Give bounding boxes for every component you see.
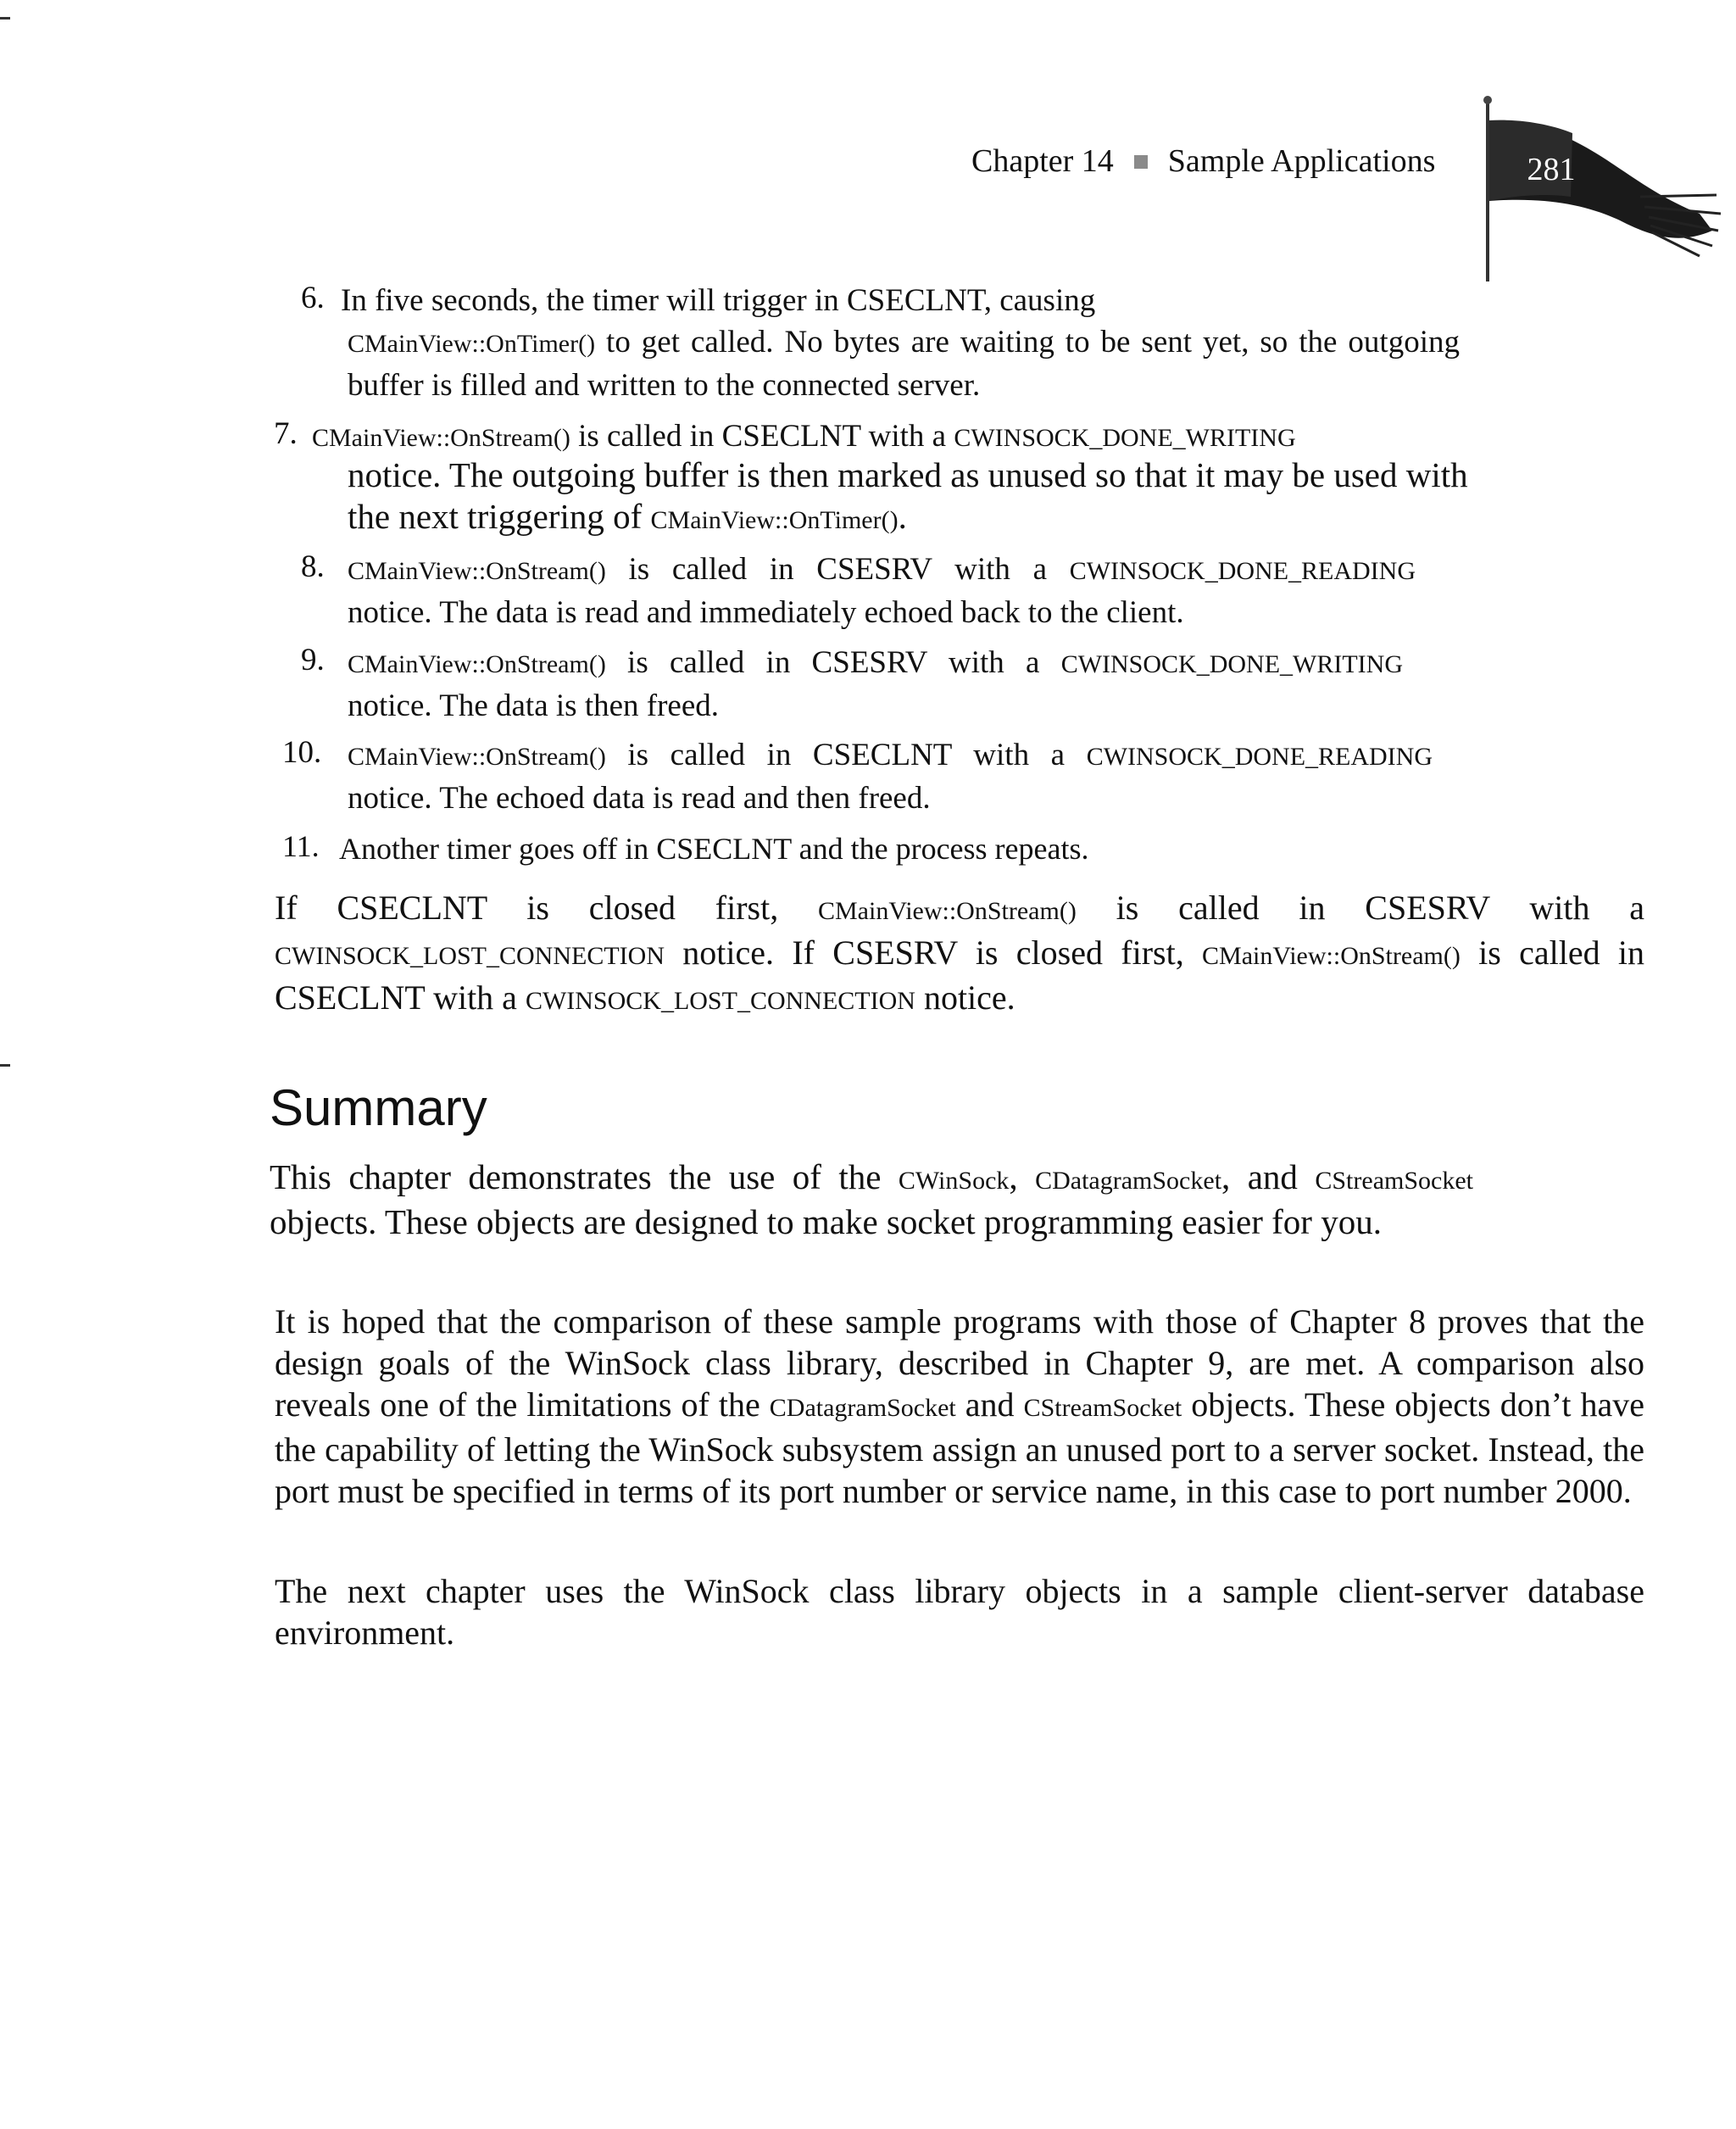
step-number: 9. bbox=[301, 643, 325, 677]
step-text: Another timer goes off in CSECLNT and the process repeats. bbox=[339, 832, 1089, 866]
step-text: to get called. No bytes are waiting to be sent yet, so the outgoing buffer is filled and written to the connected server. bbox=[348, 325, 1460, 403]
code-term: CWINSOCK_LOST_CONNECTION bbox=[525, 987, 915, 1015]
code-term: CWINSOCK_DONE_READING bbox=[1086, 743, 1433, 771]
step-number: 7. bbox=[274, 416, 298, 451]
code-term: CMainView::OnStream() bbox=[1202, 942, 1461, 970]
step-text: notice. The outgoing buffer is then marked as unused so that it may be used with the next triggering of bbox=[348, 455, 1468, 536]
scan-edge-mark bbox=[0, 1064, 10, 1067]
code-term: CStreamSocket bbox=[1315, 1167, 1473, 1195]
scan-edge-mark bbox=[0, 17, 10, 20]
summary-paragraph-2: It is hoped that the comparison of these sample programs with those of Chapter 8 proves that the design goals of the WinSock class library, described in Chapter 9, are met. A comparison also reveals one of the limitations of the CDatagramSocket and CStreamSocket objects. These objects don’t have the capability of letting the WinSock subsystem assign an unused port to a server socket. Instead, the port must be specified in terms of its port number or service name, in this case to port number 2000. bbox=[275, 1302, 1644, 1510]
step-text: is called in CSESRV with a bbox=[605, 552, 1070, 587]
step-text: is called in CSESRV with a bbox=[605, 645, 1061, 680]
code-term: CMainView::OnTimer() bbox=[650, 506, 899, 534]
step-text: notice. The data is read and immediately echoed back to the client. bbox=[348, 595, 1184, 630]
code-term: CWinSock bbox=[898, 1167, 1010, 1195]
step-text: In five seconds, the timer will trigger in CSECLNT, causing bbox=[341, 283, 1096, 318]
code-term: CMainView::OnStream() bbox=[312, 424, 570, 452]
closing-paragraph: If CSECLNT is closed first, CMainView::OnStream() is called in CSESRV with a CWINSOCK_LOST_CONNECTION notice. If CSESRV is closed first, CMainView::OnStream() is called in CSECLNT with a CWINSOCK_LOST_CONNECTION notice. bbox=[275, 889, 1645, 1017]
step-text: notice. The echoed data is read and then freed. bbox=[348, 781, 931, 816]
flag-icon bbox=[1471, 95, 1725, 290]
square-bullet-icon bbox=[1134, 155, 1148, 169]
header-title: Sample Applications bbox=[1167, 143, 1436, 179]
step-number: 6. bbox=[301, 281, 325, 315]
code-term: CWINSOCK_LOST_CONNECTION bbox=[275, 942, 665, 970]
step-number: 10. bbox=[282, 735, 322, 770]
section-heading: Summary bbox=[270, 1079, 487, 1136]
step-text: is called in CSECLNT with a bbox=[570, 419, 954, 454]
code-term: CWINSOCK_DONE_WRITING bbox=[1060, 650, 1403, 678]
code-term: CStreamSocket bbox=[1023, 1394, 1182, 1422]
step-text: notice. The data is then freed. bbox=[348, 688, 720, 723]
step-number: 11. bbox=[282, 829, 320, 863]
summary-paragraph-3: The next chapter uses the WinSock class library objects in a sample client-server database environment. bbox=[275, 1572, 1644, 1652]
book-page: Chapter 14 Sample Applications 281 6. In five seconds, the timer will trigger in CSECLNT, causing CMainView::OnTimer() to get called. No bytes are waiting to be sent yet, so the outgoing buffer is filled and written to the connected server. 7. CMainView::OnStream() is called in CSECLNT with a CWINSOCK_DONE_WRITING notice. The outgoing buffer is then marked as unused so that it may be used with the next triggering of CMainView::OnTimer(). 8. CMainView::OnStream() is called in CSESRV with a CWINSOCK_DONE_READING notice. The data is read and immediately echoed back to the client. 9. CMainView::OnStream() is called in CSESRV with a CWINSOCK_DONE_WRITING notice. The data is then freed. 10. CMainView::OnStream() is called in CSECLNT with a CWINSOCK_DONE_READING notice. The echoed data is read and then freed. 11. Another timer goes off in CSECLNT and the process repeats. If CSECLNT is closed first, CMainView::OnStream() is called in CSESRV with a CWINSOCK_LOST_CONNECTION notice. If CSESRV is closed first, CMainView::OnStream() is called in CSECLNT with a CWINSOCK_LOST_CONNECTION notice. Summary This chapter demonstrates the use of the CWinSock, CDatagramSocket, and CStreamSocket objects. These objects are designed to make socket programming easier for you. It is hoped that the comparison of these sample programs with those of Chapter 8 proves that the design goals of the WinSock class library, described in Chapter 9, are met. A comparison also reveals one of the limitations of the CDatagramSocket and CStreamSocket objects. These objects don’t have the capability of letting the WinSock subsystem assign an unused port to a server socket. Instead, the port must be specified in terms of its port number or service name, in this case to port number 2000. The next chapter uses the WinSock class library objects in a sample client-server database environment. bbox=[0, 0, 1736, 2129]
header-chapter: Chapter 14 bbox=[971, 143, 1114, 179]
page-number: 281 bbox=[1527, 152, 1576, 187]
code-term: CMainView::OnStream() bbox=[818, 897, 1077, 925]
code-term: CMainView::OnStream() bbox=[348, 743, 606, 771]
code-term: CMainView::OnTimer() bbox=[348, 330, 596, 358]
summary-paragraph-1: This chapter demonstrates the use of the CWinSock, CDatagramSocket, and CStreamSocket objects. These objects are designed to make socket programming easier for you. bbox=[270, 1157, 1473, 1241]
code-term: CDatagramSocket bbox=[1035, 1167, 1222, 1195]
code-term: CWINSOCK_DONE_WRITING bbox=[954, 424, 1296, 452]
step-number: 8. bbox=[301, 549, 325, 584]
running-header bbox=[971, 142, 1435, 180]
code-term: CMainView::OnStream() bbox=[348, 557, 606, 585]
code-term: CDatagramSocket bbox=[769, 1394, 956, 1422]
step-text: is called in CSECLNT with a bbox=[605, 738, 1087, 772]
code-term: CMainView::OnStream() bbox=[348, 650, 606, 678]
code-term: CWINSOCK_DONE_READING bbox=[1069, 557, 1416, 585]
